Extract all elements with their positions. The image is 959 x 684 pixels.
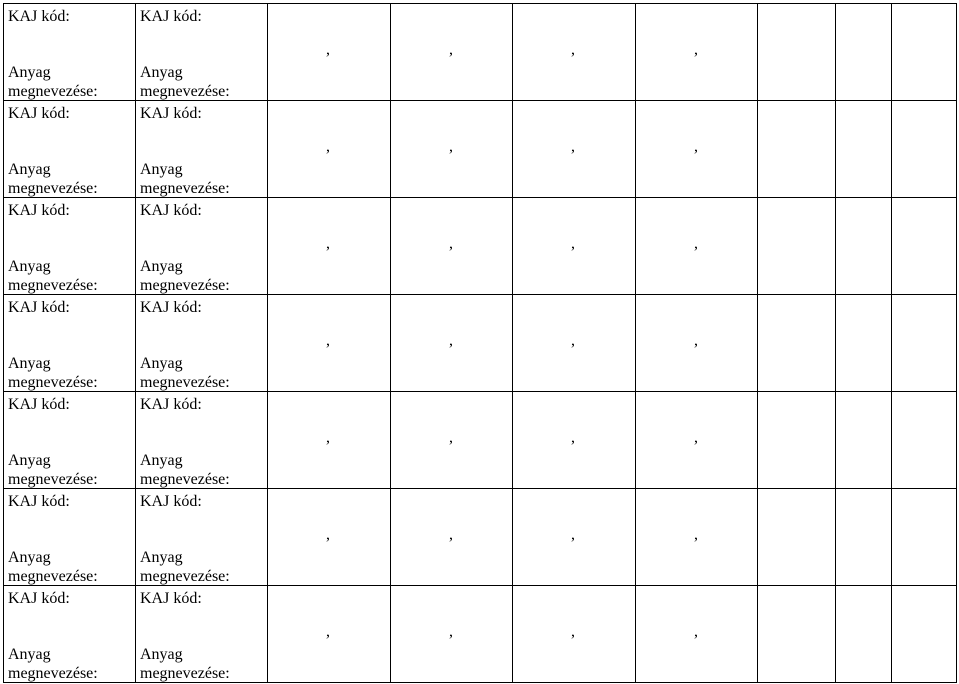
empty-cell-3[interactable] (892, 586, 957, 683)
quantity-cell-4[interactable] (636, 198, 758, 295)
material-name-label: Anyag megnevezése: (140, 452, 230, 488)
empty-cell-1[interactable] (758, 489, 836, 586)
material-cell-left[interactable] (4, 392, 136, 489)
material-name-label: Anyag megnevezése: (8, 64, 98, 100)
material-cell-left[interactable] (4, 198, 136, 295)
material-name-label: Anyag megnevezése: (8, 646, 98, 682)
quantity-cell-2[interactable] (391, 198, 513, 295)
material-form (3, 3, 957, 683)
empty-cell-1[interactable] (758, 198, 836, 295)
decimal-mark: , (449, 138, 453, 155)
kaj-code-label: KAJ kód: (140, 202, 202, 219)
quantity-cell-1[interactable] (268, 295, 391, 392)
quantity-cell-2[interactable] (391, 101, 513, 198)
material-name-label: Anyag megnevezése: (8, 549, 98, 585)
empty-cell-1[interactable] (758, 101, 836, 198)
quantity-cell-2[interactable] (391, 4, 513, 101)
quantity-cell-2[interactable] (391, 586, 513, 683)
decimal-mark: , (694, 41, 698, 58)
decimal-mark: , (449, 41, 453, 58)
empty-cell-1[interactable] (758, 4, 836, 101)
empty-cell-3[interactable] (892, 101, 957, 198)
material-name-label: Anyag megnevezése: (140, 161, 230, 197)
empty-cell-1[interactable] (758, 392, 836, 489)
material-cell-right[interactable] (136, 4, 268, 101)
decimal-mark: , (571, 235, 575, 252)
material-cell-left[interactable] (4, 489, 136, 586)
table-row (4, 198, 957, 295)
kaj-code-label: KAJ kód: (140, 396, 202, 413)
kaj-code-label: KAJ kód: (8, 105, 70, 122)
quantity-cell-3[interactable] (513, 392, 636, 489)
decimal-mark: , (571, 138, 575, 155)
material-cell-right[interactable] (136, 101, 268, 198)
quantity-cell-4[interactable] (636, 489, 758, 586)
quantity-cell-3[interactable] (513, 586, 636, 683)
quantity-cell-2[interactable] (391, 392, 513, 489)
material-cell-left[interactable] (4, 586, 136, 683)
decimal-mark: , (694, 526, 698, 543)
kaj-code-label: KAJ kód: (140, 8, 202, 25)
material-cell-left[interactable] (4, 4, 136, 101)
material-cell-left[interactable] (4, 295, 136, 392)
material-cell-right[interactable] (136, 295, 268, 392)
material-name-label: Anyag megnevezése: (140, 258, 230, 294)
kaj-code-label: KAJ kód: (140, 105, 202, 122)
decimal-mark: , (571, 332, 575, 349)
decimal-mark: , (326, 429, 330, 446)
material-cell-right[interactable] (136, 392, 268, 489)
decimal-mark: , (326, 138, 330, 155)
empty-cell-2[interactable] (836, 586, 892, 683)
quantity-cell-1[interactable] (268, 586, 391, 683)
empty-cell-1[interactable] (758, 586, 836, 683)
table-row (4, 295, 957, 392)
material-name-label: Anyag megnevezése: (8, 452, 98, 488)
empty-cell-2[interactable] (836, 4, 892, 101)
material-name-label: Anyag megnevezése: (140, 646, 230, 682)
material-cell-left[interactable] (4, 101, 136, 198)
material-cell-right[interactable] (136, 586, 268, 683)
kaj-code-label: KAJ kód: (140, 590, 202, 607)
empty-cell-3[interactable] (892, 4, 957, 101)
kaj-code-label: KAJ kód: (140, 299, 202, 316)
table-row (4, 4, 957, 101)
material-name-label: Anyag megnevezése: (140, 549, 230, 585)
decimal-mark: , (326, 332, 330, 349)
empty-cell-3[interactable] (892, 489, 957, 586)
decimal-mark: , (571, 41, 575, 58)
decimal-mark: , (449, 429, 453, 446)
material-name-label: Anyag megnevezése: (140, 64, 230, 100)
quantity-cell-2[interactable] (391, 295, 513, 392)
kaj-code-label: KAJ kód: (8, 202, 70, 219)
empty-cell-3[interactable] (892, 295, 957, 392)
empty-cell-2[interactable] (836, 392, 892, 489)
material-name-label: Anyag megnevezése: (140, 355, 230, 391)
quantity-cell-4[interactable] (636, 4, 758, 101)
quantity-cell-1[interactable] (268, 198, 391, 295)
material-cell-right[interactable] (136, 198, 268, 295)
decimal-mark: , (694, 429, 698, 446)
table-row (4, 586, 957, 683)
kaj-code-label: KAJ kód: (8, 590, 70, 607)
material-grid (3, 3, 957, 683)
kaj-code-label: KAJ kód: (8, 396, 70, 413)
decimal-mark: , (449, 623, 453, 640)
decimal-mark: , (449, 235, 453, 252)
quantity-cell-4[interactable] (636, 295, 758, 392)
quantity-cell-3[interactable] (513, 489, 636, 586)
decimal-mark: , (571, 526, 575, 543)
empty-cell-3[interactable] (892, 198, 957, 295)
quantity-cell-3[interactable] (513, 198, 636, 295)
decimal-mark: , (326, 41, 330, 58)
quantity-cell-4[interactable] (636, 101, 758, 198)
decimal-mark: , (449, 526, 453, 543)
quantity-cell-1[interactable] (268, 489, 391, 586)
quantity-cell-1[interactable] (268, 392, 391, 489)
table-row (4, 489, 957, 586)
material-name-label: Anyag megnevezése: (8, 161, 98, 197)
kaj-code-label: KAJ kód: (8, 299, 70, 316)
table-row (4, 392, 957, 489)
material-name-label: Anyag megnevezése: (8, 258, 98, 294)
quantity-cell-3[interactable] (513, 295, 636, 392)
quantity-cell-1[interactable] (268, 101, 391, 198)
empty-cell-3[interactable] (892, 392, 957, 489)
empty-cell-2[interactable] (836, 489, 892, 586)
kaj-code-label: KAJ kód: (8, 493, 70, 510)
material-name-label: Anyag megnevezése: (8, 355, 98, 391)
decimal-mark: , (449, 332, 453, 349)
decimal-mark: , (694, 332, 698, 349)
quantity-cell-2[interactable] (391, 489, 513, 586)
kaj-code-label: KAJ kód: (8, 8, 70, 25)
kaj-code-label: KAJ kód: (140, 493, 202, 510)
table-row (4, 101, 957, 198)
decimal-mark: , (326, 526, 330, 543)
decimal-mark: , (694, 138, 698, 155)
quantity-cell-4[interactable] (636, 586, 758, 683)
material-cell-right[interactable] (136, 489, 268, 586)
quantity-cell-4[interactable] (636, 392, 758, 489)
empty-cell-1[interactable] (758, 295, 836, 392)
quantity-cell-1[interactable] (268, 4, 391, 101)
decimal-mark: , (694, 235, 698, 252)
decimal-mark: , (326, 235, 330, 252)
empty-cell-2[interactable] (836, 295, 892, 392)
quantity-cell-3[interactable] (513, 4, 636, 101)
decimal-mark: , (571, 429, 575, 446)
empty-cell-2[interactable] (836, 198, 892, 295)
decimal-mark: , (326, 623, 330, 640)
empty-cell-2[interactable] (836, 101, 892, 198)
quantity-cell-3[interactable] (513, 101, 636, 198)
decimal-mark: , (694, 623, 698, 640)
decimal-mark: , (571, 623, 575, 640)
